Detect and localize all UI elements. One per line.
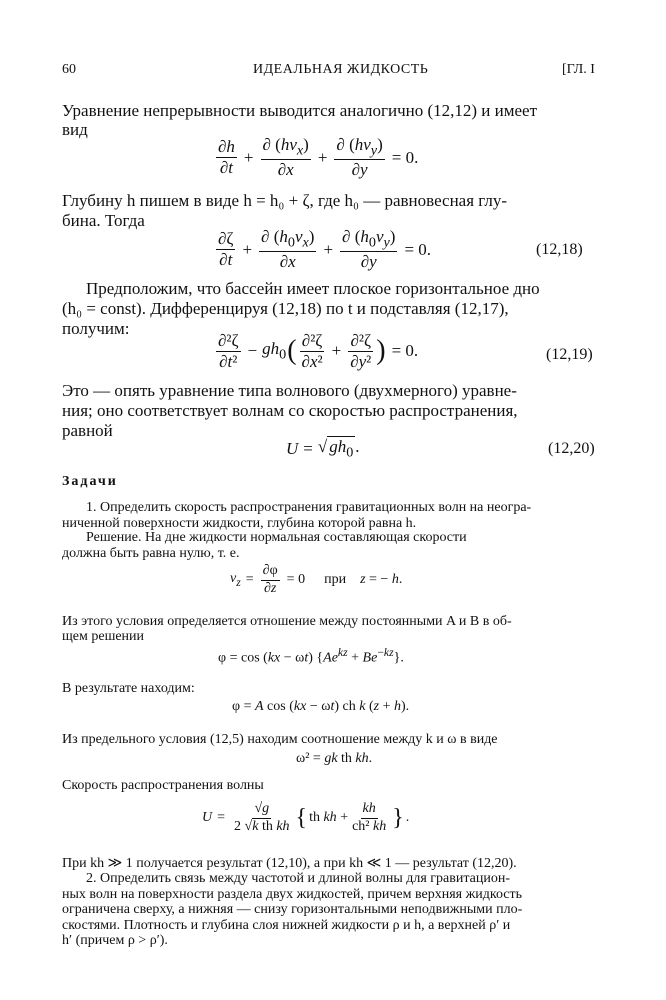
equation-continuity: $\frac{\partial h}{\partial t}$ + $\frac{\partial (hv_x)}{\partial x}$ + $\frac{\partial (hv_y)}{\partial y}$ = 0. [218, 135, 419, 180]
text-line: ограничена сверху, а нижняя — снизу горизонтальными неподвижными пло- [62, 902, 523, 917]
text-line: Глубину h пишем в виде h = h₀ + ζ, где h₀ — равновесная глу- [62, 191, 508, 210]
text-line: В результате находим: [62, 681, 195, 696]
text-line: бина. Тогда [62, 211, 145, 230]
equation-dispersion: ω² = gk th kh. [296, 751, 373, 766]
text-line: ных волн на поверхности раздела двух жидкостей, причем верхняя жидкость [62, 887, 523, 902]
equation-wave-speed: U = $\frac{√g}{\text{2 √k th kh}}$ { th kh + $\frac{kh}{\text{ch² kh}}$ } . [202, 801, 410, 834]
text-line: Уравнение непрерывности выводится аналогично (12,12) и имеет [62, 101, 538, 120]
text-line: равной [62, 421, 113, 440]
text-line: (h₀ = const). Дифференцируя (12,18) по t и подставляя (12,17), [62, 299, 509, 318]
text-line: Это — опять уравнение типа волнового (двухмерного) уравне- [62, 381, 517, 400]
text-line: 2. Определить связь между частотой и длиной волны для гравитацион- [86, 871, 510, 886]
page-number: 60 [62, 62, 76, 77]
text-line: Решение. На дне жидкости нормальная составляющая скорости [86, 530, 467, 545]
text-line: щем решении [62, 629, 145, 644]
text-line: h′ (причем ρ > ρ′). [62, 933, 168, 948]
text-line: ния; оно соответствует волнам со скоростью распространения, [62, 401, 518, 420]
text-line: получим: [62, 319, 130, 338]
equation-number: (12,19) [546, 346, 593, 363]
text-line: Из этого условия определяется отношение между постоянными A и B в об- [62, 614, 512, 629]
text-line: должна быть равна нулю, т. е. [62, 546, 240, 561]
equation-number: (12,20) [548, 440, 595, 457]
section-heading: Задачи [62, 474, 118, 489]
running-title: ИДЕАЛЬНАЯ ЖИДКОСТЬ [253, 62, 429, 77]
text-line: ниченной поверхности жидкости, глубина которой равна h. [62, 516, 417, 531]
equation-phi-result: φ = A cos (kx − ωt) ch k (z + h). [232, 699, 410, 714]
equation-12-19: $\frac{\text{∂²ζ}}{\text{∂t²}}$ − $gh_0$ ( $\frac{\text{∂²ζ}}{\text{∂x²}}$ + $\frac{\text{∂²ζ}}{\text{∂y²}}$ ) = 0. [218, 331, 419, 371]
text-line: Предположим, что бассейн имеет плоское горизонтальное дно [86, 279, 540, 298]
text-line: 1. Определить скорость распространения гравитационных волн на неогра- [86, 500, 532, 515]
equation-phi-general: φ = cos (kx − ωt) $\{Ae^{kz} + Be^{-kz}\}$. [218, 646, 404, 666]
text-line: Скорость распространения волны [62, 778, 264, 793]
equation-number: (12,18) [536, 241, 583, 258]
equation-12-18: $\frac{\partial\zeta}{\partial t}$ + $\frac{\partial (h_0v_x)}{\partial x}$ + $\frac{\partial (h_0v_y)}{\partial y}$ = 0. [218, 227, 432, 272]
equation-vz: $v_z$ = $\frac{\partial\varphi}{\partial z}$ = 0 при z = − h. [230, 563, 403, 596]
equation-12-20: U = √ $gh_0$ . [286, 437, 360, 461]
chapter-label: [ГЛ. I [562, 62, 595, 77]
text-line: вид [62, 120, 88, 139]
text-line: Из предельного условия (12,5) находим соотношение между k и ω в виде [62, 732, 498, 747]
text-line: При kh ≫ 1 получается результат (12,10), а при kh ≪ 1 — результат (12,20). [62, 856, 517, 871]
text-line: скостями. Плотность и глубина слоя нижней жидкости ρ и h, а верхней ρ′ и [62, 918, 511, 933]
